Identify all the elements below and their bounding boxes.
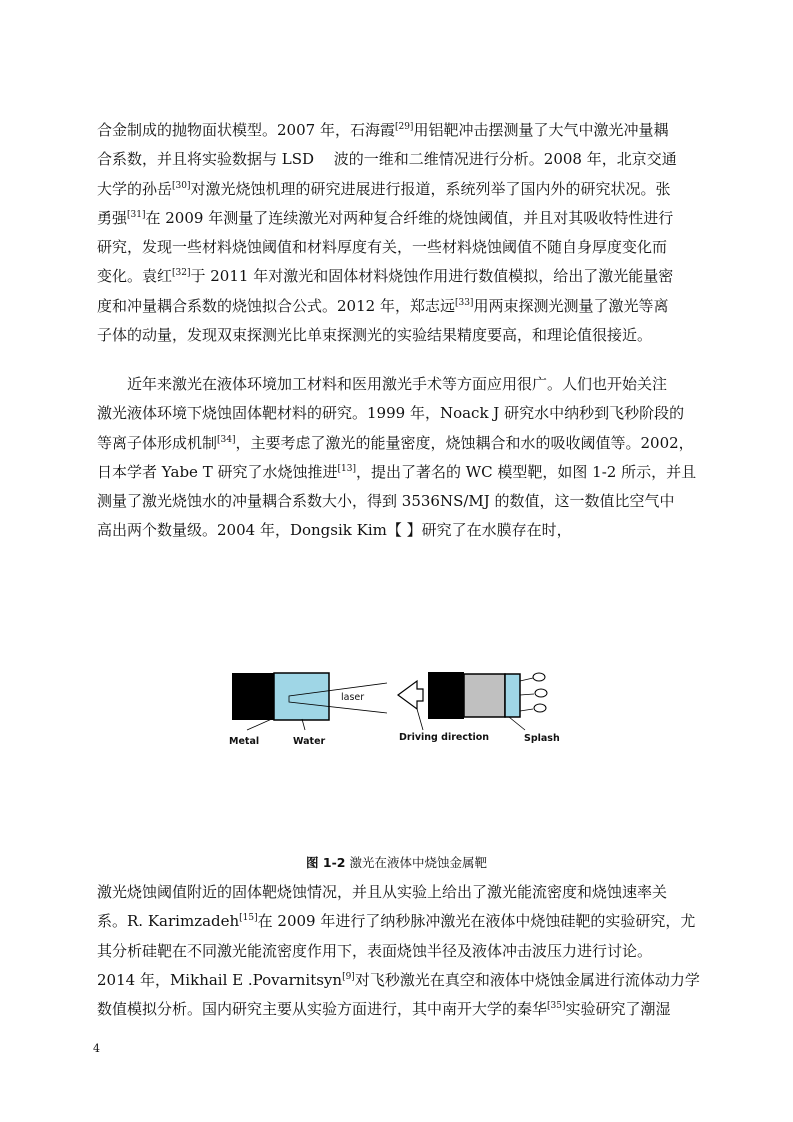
laser-label: laser (341, 692, 365, 703)
text-line: 合系数，并且将实验数据与 LSD 波的一维和二维情况进行分析。2008 年，北京交通 (97, 150, 677, 169)
water-block (274, 673, 329, 720)
water-film (505, 674, 520, 717)
text-line: 子体的动量，发现双束探测光比单束探测光的实验结果精度要高，和理论值很接近。 (97, 326, 653, 345)
text-line: 近年来激光在液体环境加工材料和医用激光手术等方面应用很广。人们也开始关注 (97, 375, 668, 393)
citation: [32] (172, 268, 191, 279)
figure-caption-text: 激光在液体中烧蚀金属靶 (345, 855, 487, 870)
paragraph-2 (97, 370, 701, 546)
citation: [29] (394, 122, 414, 132)
citation: [13] (337, 463, 356, 474)
text-line: 系。R. Karimzadeh[15]在 2009 年进行了纳秒脉冲激光在液体中烧蚀硅靶的实验研究，尤 (97, 912, 696, 931)
splash-line (520, 678, 533, 681)
splash-line (520, 709, 533, 711)
splash-droplet (535, 689, 547, 697)
splash-line (520, 694, 534, 695)
paragraph-1 (97, 116, 701, 350)
water-label: Water (293, 736, 326, 747)
metal-block (232, 673, 274, 720)
text-line: 2014 年，Mikhail E .Povarnitsyn[9]对飞秒激光在真空和液体中烧蚀金属进行流体动力学 (97, 970, 700, 989)
text-line: 高出两个数量级。2004 年，Dongsik Kim【 】研究了在水膜存在时， (97, 521, 572, 540)
splash-droplet (534, 704, 546, 712)
text-line: 研究，发现一些材料烧蚀阈值和材料厚度有关，一些材料烧蚀阈值不随自身厚度变化而 (97, 238, 668, 257)
citation: [35] (547, 1001, 566, 1012)
text-line: 等离子体形成机制[34]，主要考虑了激光的能量密度，烧蚀耦合和水的吸收阈值等。2002， (97, 433, 694, 452)
text-line: 勇强[31]在 2009 年测量了连续激光对两种复合纤维的烧蚀阈值，并且对其吸收特性进行 (97, 208, 674, 227)
text-line: 大学的孙岳[30]对激光烧蚀机理的研究进展进行报道，系统列举了国内外的研究状况。张 (97, 179, 671, 198)
figure-laser-ablation-diagram (227, 668, 567, 750)
text-line: 合金制成的抛物面状模型。2007 年，石海霞[29]用铝靶冲击摆测量了大气中激光冲量耦 (97, 121, 669, 139)
text-line: 日本学者 Yabe T 研究了水烧蚀推进[13]，提出了著名的 WC 模型靶，如图 1-2 所示，并且 (97, 462, 697, 481)
text-line: 激光液体环境下烧蚀固体靶材料的研究。1999 年，Noack J 研究水中纳秒到飞秒阶段的 (97, 404, 685, 423)
page-number: 4 (93, 1042, 100, 1055)
driving-direction-label: Driving direction (399, 732, 490, 743)
text-line: 其分析硅靶在不同激光能流密度作用下，表面烧蚀半径及液体冲击波压力进行讨论。 (97, 941, 653, 960)
figure-caption (0, 853, 793, 871)
citation: [30] (172, 180, 191, 191)
text-line: 度和冲量耦合系数的烧蚀拟合公式。2012 年，郑志远[33]用两束探测光测量了激光等离 (97, 296, 669, 315)
citation: [33] (454, 297, 474, 308)
text-line: 测量了激光烧蚀水的冲量耦合系数大小，得到 3536NS/MJ 的数值，这一数值比空气中 (97, 492, 675, 511)
driving-leader-line (417, 709, 423, 730)
metal-label: Metal (229, 736, 260, 747)
citation: [34] (217, 434, 236, 445)
paragraph-3 (97, 878, 701, 1024)
citation: [15] (239, 913, 258, 924)
text-line: 数值模拟分析。国内研究主要从实验方面进行，其中南开大学的秦华[35]实验研究了潮湿 (97, 1000, 671, 1019)
text-line: 激光烧蚀阈值附近的固体靶烧蚀情况，并且从实验上给出了激光能流密度和烧蚀速率关 (97, 883, 668, 901)
figure-number: 图 1-2 (306, 855, 346, 870)
metal-block-right (428, 672, 464, 719)
splash-leader-line (509, 717, 525, 730)
splash-droplet (533, 673, 545, 681)
text-line: 变化。袁红[32]于 2011 年对激光和固体材料烧蚀作用进行数值模拟，给出了激光能量密 (97, 267, 674, 286)
citation: [9] (342, 971, 355, 982)
metal-target-gray (464, 674, 505, 717)
citation: [31] (127, 209, 146, 220)
driving-arrow-icon (398, 681, 423, 709)
splash-label: Splash (524, 733, 560, 744)
